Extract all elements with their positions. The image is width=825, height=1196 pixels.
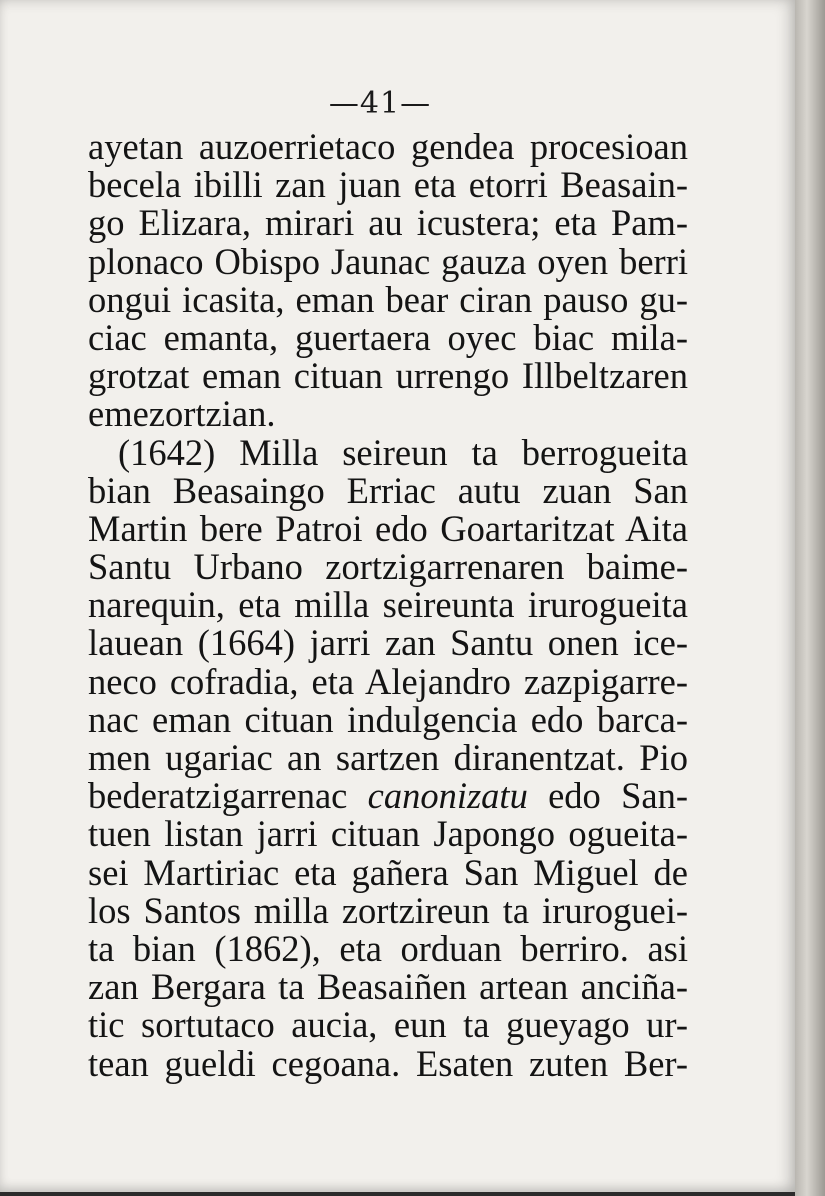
text-segment: edo San- [527,775,688,817]
text-line: Martin bere Patroi edo Goartaritzat Aita [88,507,688,549]
text-segment: bederatzigarrenac [88,775,368,817]
text-line: narequin, eta milla seireunta irurogueita [88,584,688,626]
text-line: nac eman cituan indulgencia edo barca- [88,698,688,740]
page-number: —41— [328,86,432,121]
text-line: zan Bergara ta Beasaiñen artean anciña- [88,966,688,1008]
text-line: go Elizara, mirari au icustera; eta Pam- [88,202,688,244]
text-line: tuen listan jarri cituan Japongo ogueita- [88,813,688,855]
text-line: ayetan auzoerrietaco gendea procesioan [88,126,688,167]
text-line: ciac emanta, guertaera oyec biac mila- [88,316,688,358]
text-line: tean gueldi cegoana. Esaten zuten Ber- [88,1042,688,1084]
page-edge [795,0,825,1196]
text-line: grotzat eman cituan urrengo Illbeltzaren [88,355,688,397]
italic-word: canonizatu [367,775,528,817]
page-body-text [88,128,688,1083]
text-line: ongui icasita, eman bear ciran pauso gu- [88,278,688,320]
text-line: bian Beasaingo Erriac autu zuan San [88,469,688,511]
text-line: ta bian (1862), eta orduan berriro. asi [88,927,688,969]
text-line: becela ibilli zan juan eta etorri Beasain- [88,164,688,206]
text-line: plonaco Obispo Jaunac gauza oyen berri [88,240,688,282]
text-line-with-italic [88,777,688,815]
text-line: Santu Urbano zortzigarrenaren baime- [88,546,688,588]
text-line: lauean (1664) jarri zan Santu onen ice- [88,622,688,664]
text-line: los Santos milla zortzireun ta iruroguei- [88,889,688,931]
text-line: (1642) Milla seireun ta berrogueita [118,431,688,473]
text-line: sei Martiriac eta gañera San Miguel de [88,851,688,893]
text-line: tic sortutaco aucia, eun ta gueyago ur- [88,1004,688,1046]
text-line: men ugariac an sartzen diranentzat. Pio [88,737,688,778]
text-line: neco cofradia, eta Alejandro zazpigarre- [88,660,688,702]
text-line: emezortzian. [88,393,276,435]
